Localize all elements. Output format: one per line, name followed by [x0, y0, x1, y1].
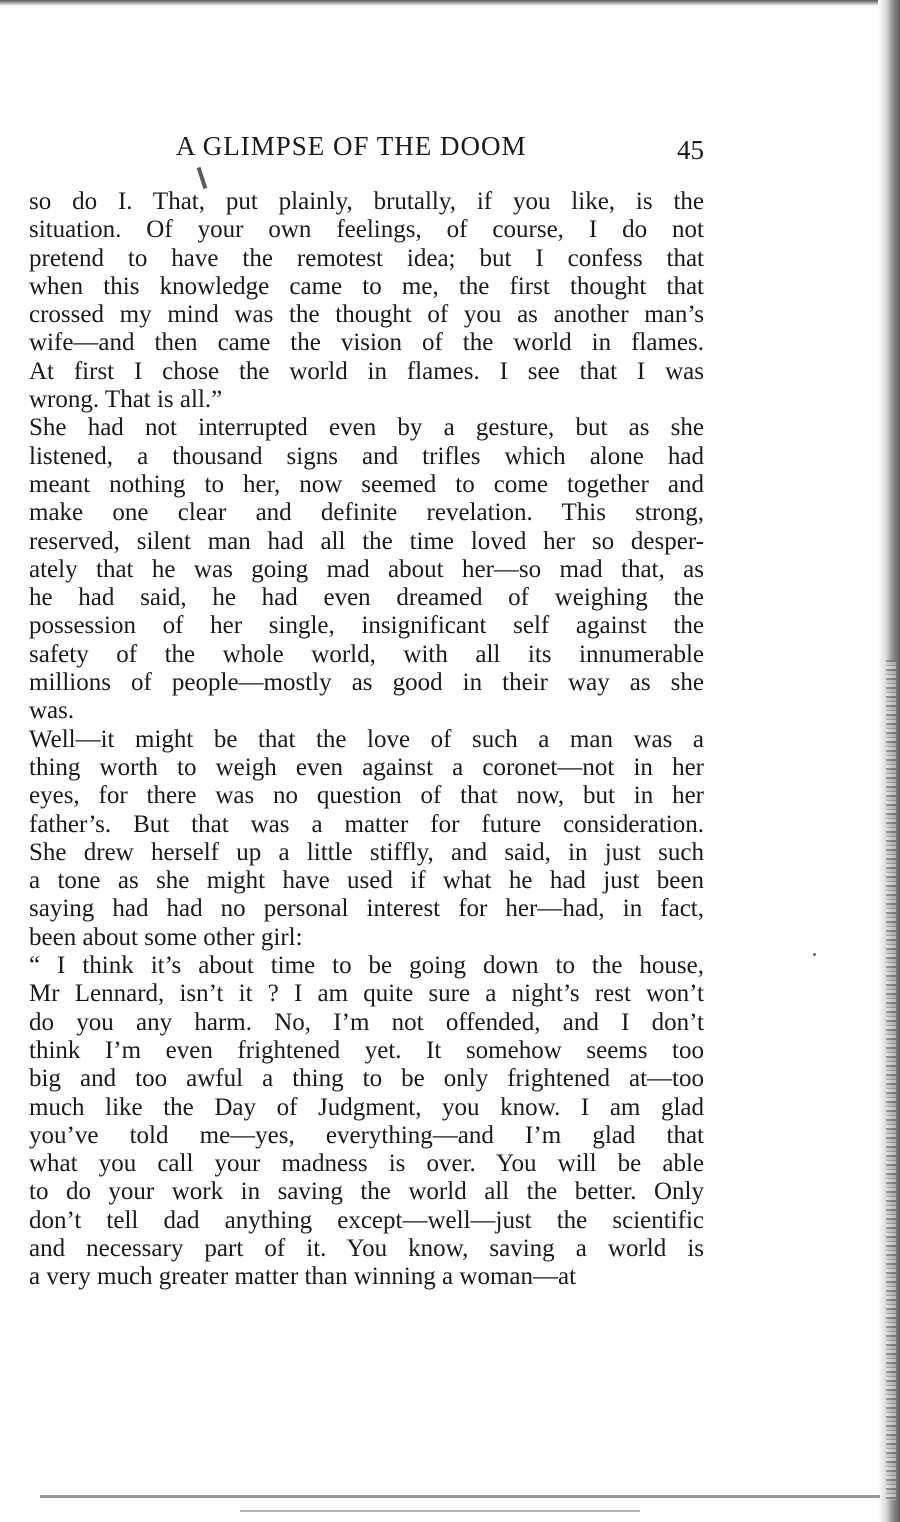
text-line: wrong. That is all.” — [29, 386, 223, 414]
text-line: Well—it might be that the love of such a man was a — [29, 725, 704, 753]
text-line: possession of her single, insignificant self against the — [29, 612, 704, 640]
text-line: was. — [29, 697, 75, 725]
text-line: “ I think it’s about time to be going down to the house, — [29, 952, 704, 980]
text-line: so do I. That, put plainly, brutally, if you like, is the — [29, 188, 704, 215]
text-line: situation. Of your own feelings, of course, I do not — [29, 216, 704, 244]
page-number: 45 — [677, 135, 704, 165]
running-head: A GLIMPSE OF THE DOOM — [176, 131, 527, 161]
text-line: meant nothing to her, now seemed to come together and — [29, 470, 704, 498]
page-header — [28, 131, 708, 171]
text-line: pretend to have the remotest idea; but I confess that — [29, 244, 704, 272]
text-line: She had not interrupted even by a gesture, but as she — [29, 414, 704, 442]
text-line: reserved, silent man had all the time loved her so desper- — [29, 527, 704, 555]
text-line: safety of the whole world, with all its innumerable — [29, 640, 704, 668]
text-line: At first I chose the world in flames. I see that I was — [29, 357, 704, 385]
text-line: father’s. But that was a matter for future consideration. — [29, 810, 704, 838]
text-line: and necessary part of it. You know, saving a world is — [29, 1234, 704, 1262]
body-text — [29, 188, 704, 1292]
text-line: to do your work in saving the world all the better. Only — [29, 1178, 704, 1206]
text-line: She drew herself up a little stiffly, and said, in just such — [29, 838, 704, 866]
text-line: thing worth to weigh even against a coronet—not in her — [29, 753, 704, 781]
page-edge-texture — [886, 660, 896, 1500]
text-line: when this knowledge came to me, the first thought that — [29, 272, 704, 300]
text-line: you’ve told me—yes, everything—and I’m glad that — [29, 1121, 704, 1149]
text-line: do you any harm. No, I’m not offended, and I don’t — [29, 1008, 704, 1036]
text-line: been about some other girl: — [29, 923, 303, 951]
text-line: eyes, for there was no question of that now, but in her — [29, 782, 704, 810]
text-line: wife—and then came the vision of the world in flames. — [29, 329, 704, 357]
text-line: millions of people—mostly as good in their way as she — [29, 669, 704, 697]
text-line: he had said, he had even dreamed of weighing the — [29, 584, 704, 612]
text-line: don’t tell dad anything except—well—just the scientific — [29, 1206, 704, 1234]
text-line: crossed my mind was the thought of you as another man’s — [29, 301, 704, 329]
text-line: what you call your madness is over. You will be able — [29, 1150, 704, 1178]
ink-speck — [813, 953, 816, 956]
text-line: Mr Lennard, isn’t it ? I am quite sure a night’s rest won’t — [29, 980, 704, 1008]
text-line: listened, a thousand signs and trifles which alone had — [29, 442, 704, 470]
text-line: saying had had no personal interest for her—had, in fact, — [29, 895, 704, 923]
page-bottom-edge-mark — [240, 1510, 640, 1512]
text-line: think I’m even frightened yet. It somehow seems too — [29, 1036, 704, 1064]
text-line: ately that he was going mad about her—so mad that, as — [29, 555, 704, 583]
text-line: big and too awful a thing to be only frightened at—too — [29, 1065, 704, 1093]
text-line: much like the Day of Judgment, you know. I am glad — [29, 1093, 704, 1121]
page-bottom-edge — [40, 1495, 880, 1498]
text-line: make one clear and definite revelation. This strong, — [29, 499, 704, 527]
page-top-edge — [0, 0, 900, 6]
text-line: a very much greater matter than winning a woman—at — [29, 1263, 577, 1291]
text-line: a tone as she might have used if what he had just been — [29, 867, 704, 895]
